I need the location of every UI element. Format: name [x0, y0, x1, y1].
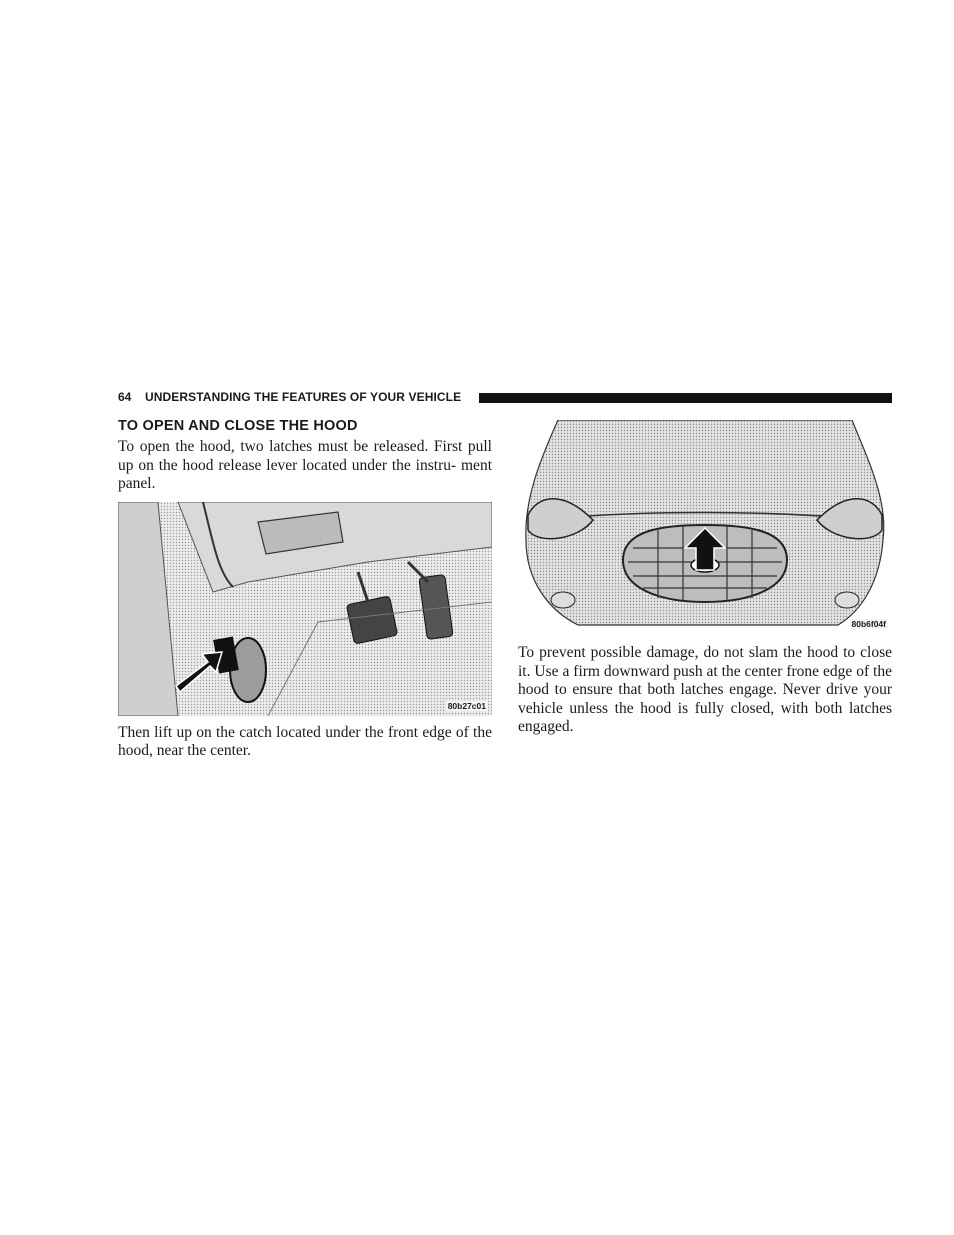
figure-code: 80b27c01: [447, 700, 486, 711]
section-heading: TO OPEN AND CLOSE THE HOOD: [118, 418, 358, 434]
header-rule-bar: [479, 393, 892, 403]
page-number: 64: [118, 390, 132, 404]
car-front-drawing: [518, 420, 892, 634]
right-column: [518, 420, 892, 737]
left-column: [118, 418, 492, 761]
hood-catch-instructions: Then lift up on the catch located under the front edge of the hood, near the center.: [118, 723, 492, 759]
running-section-title: UNDERSTANDING THE FEATURES OF YOUR VEHICLE: [145, 390, 462, 404]
page-header: [118, 389, 892, 407]
figure-code: 80b6f04f: [851, 619, 886, 629]
footwell-drawing: [118, 502, 492, 716]
hood-front-illustration: [518, 420, 892, 634]
hood-release-instructions: To open the hood, two latches must be released. First pull up on the hood release lever located under the instru- ment panel.: [118, 438, 492, 492]
hood-release-lever-illustration: [118, 502, 492, 716]
hood-closing-instructions: To prevent possible damage, do not slam the hood to close it. Use a firm downward push at the center frone edge of the hood to ensure that both latches engage. Never drive your vehicle unless the hood is fully closed, with both latches engaged.: [518, 644, 892, 735]
